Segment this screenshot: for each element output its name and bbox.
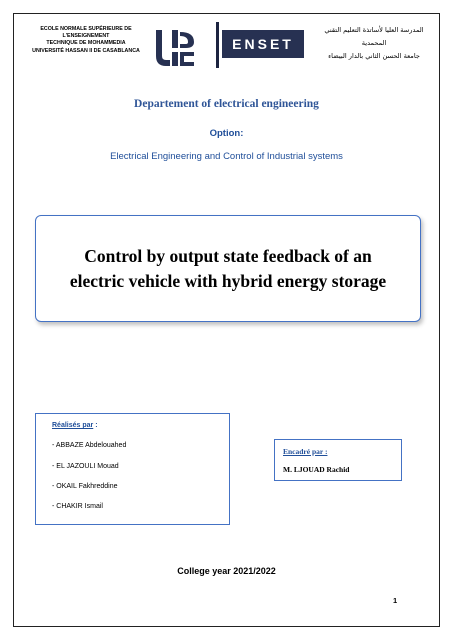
school-name-line: UNIVERSITÉ HASSAN II DE CASABLANCA [32,47,140,54]
title-line: Control by output state feedback of an [84,245,372,266]
page-number: 1 [393,596,398,605]
author-name: - CHAKIR Ismail [52,503,103,510]
title-line: electric vehicle with hybrid energy storage [69,270,387,291]
authors-box [35,413,230,525]
school-name-arabic-line: المدرسة العليا لأساتذة التعليم التقني [324,26,424,34]
option-label: Option: [209,128,244,139]
school-name-french [26,26,146,55]
department-heading: Departement of electrical engineering [134,98,319,110]
enset-logo: ENSET [222,30,304,58]
logo-divider [216,22,219,68]
school-name-line: L'ENSEIGNEMENT [62,33,110,40]
school-name-arabic [315,24,433,63]
school-name-line: TECHNIQUE DE MOHAMMEDIA [46,40,126,47]
school-name-arabic-line: جامعة الحسن الثاني بالدار البيضاء [328,52,420,60]
author-name: - ABBAZE Abdelouahed [52,442,127,449]
author-name: - OKAIL Fakhreddine [52,483,118,490]
supervisor-name: M. LJOUAD Rachid [283,465,350,474]
supervisor-heading: Encadré par : [283,447,328,456]
author-name: - EL JAZOULI Mouad [52,463,119,470]
school-name-arabic-line: المحمدية [361,39,387,47]
authors-heading [52,422,98,429]
header [26,18,426,78]
supervisor-box [274,439,402,481]
school-name-line: ECOLE NORMALE SUPÉRIEURE DE [40,26,132,32]
university-logo-icon [150,26,200,70]
authors-heading-colon: : [93,422,98,429]
title-box [35,215,421,322]
authors-heading-label: Réalisés par [52,422,94,429]
college-year: College year 2021/2022 [177,566,276,576]
report-title [70,244,386,294]
option-value: Electrical Engineering and Control of Industrial systems [110,151,343,162]
